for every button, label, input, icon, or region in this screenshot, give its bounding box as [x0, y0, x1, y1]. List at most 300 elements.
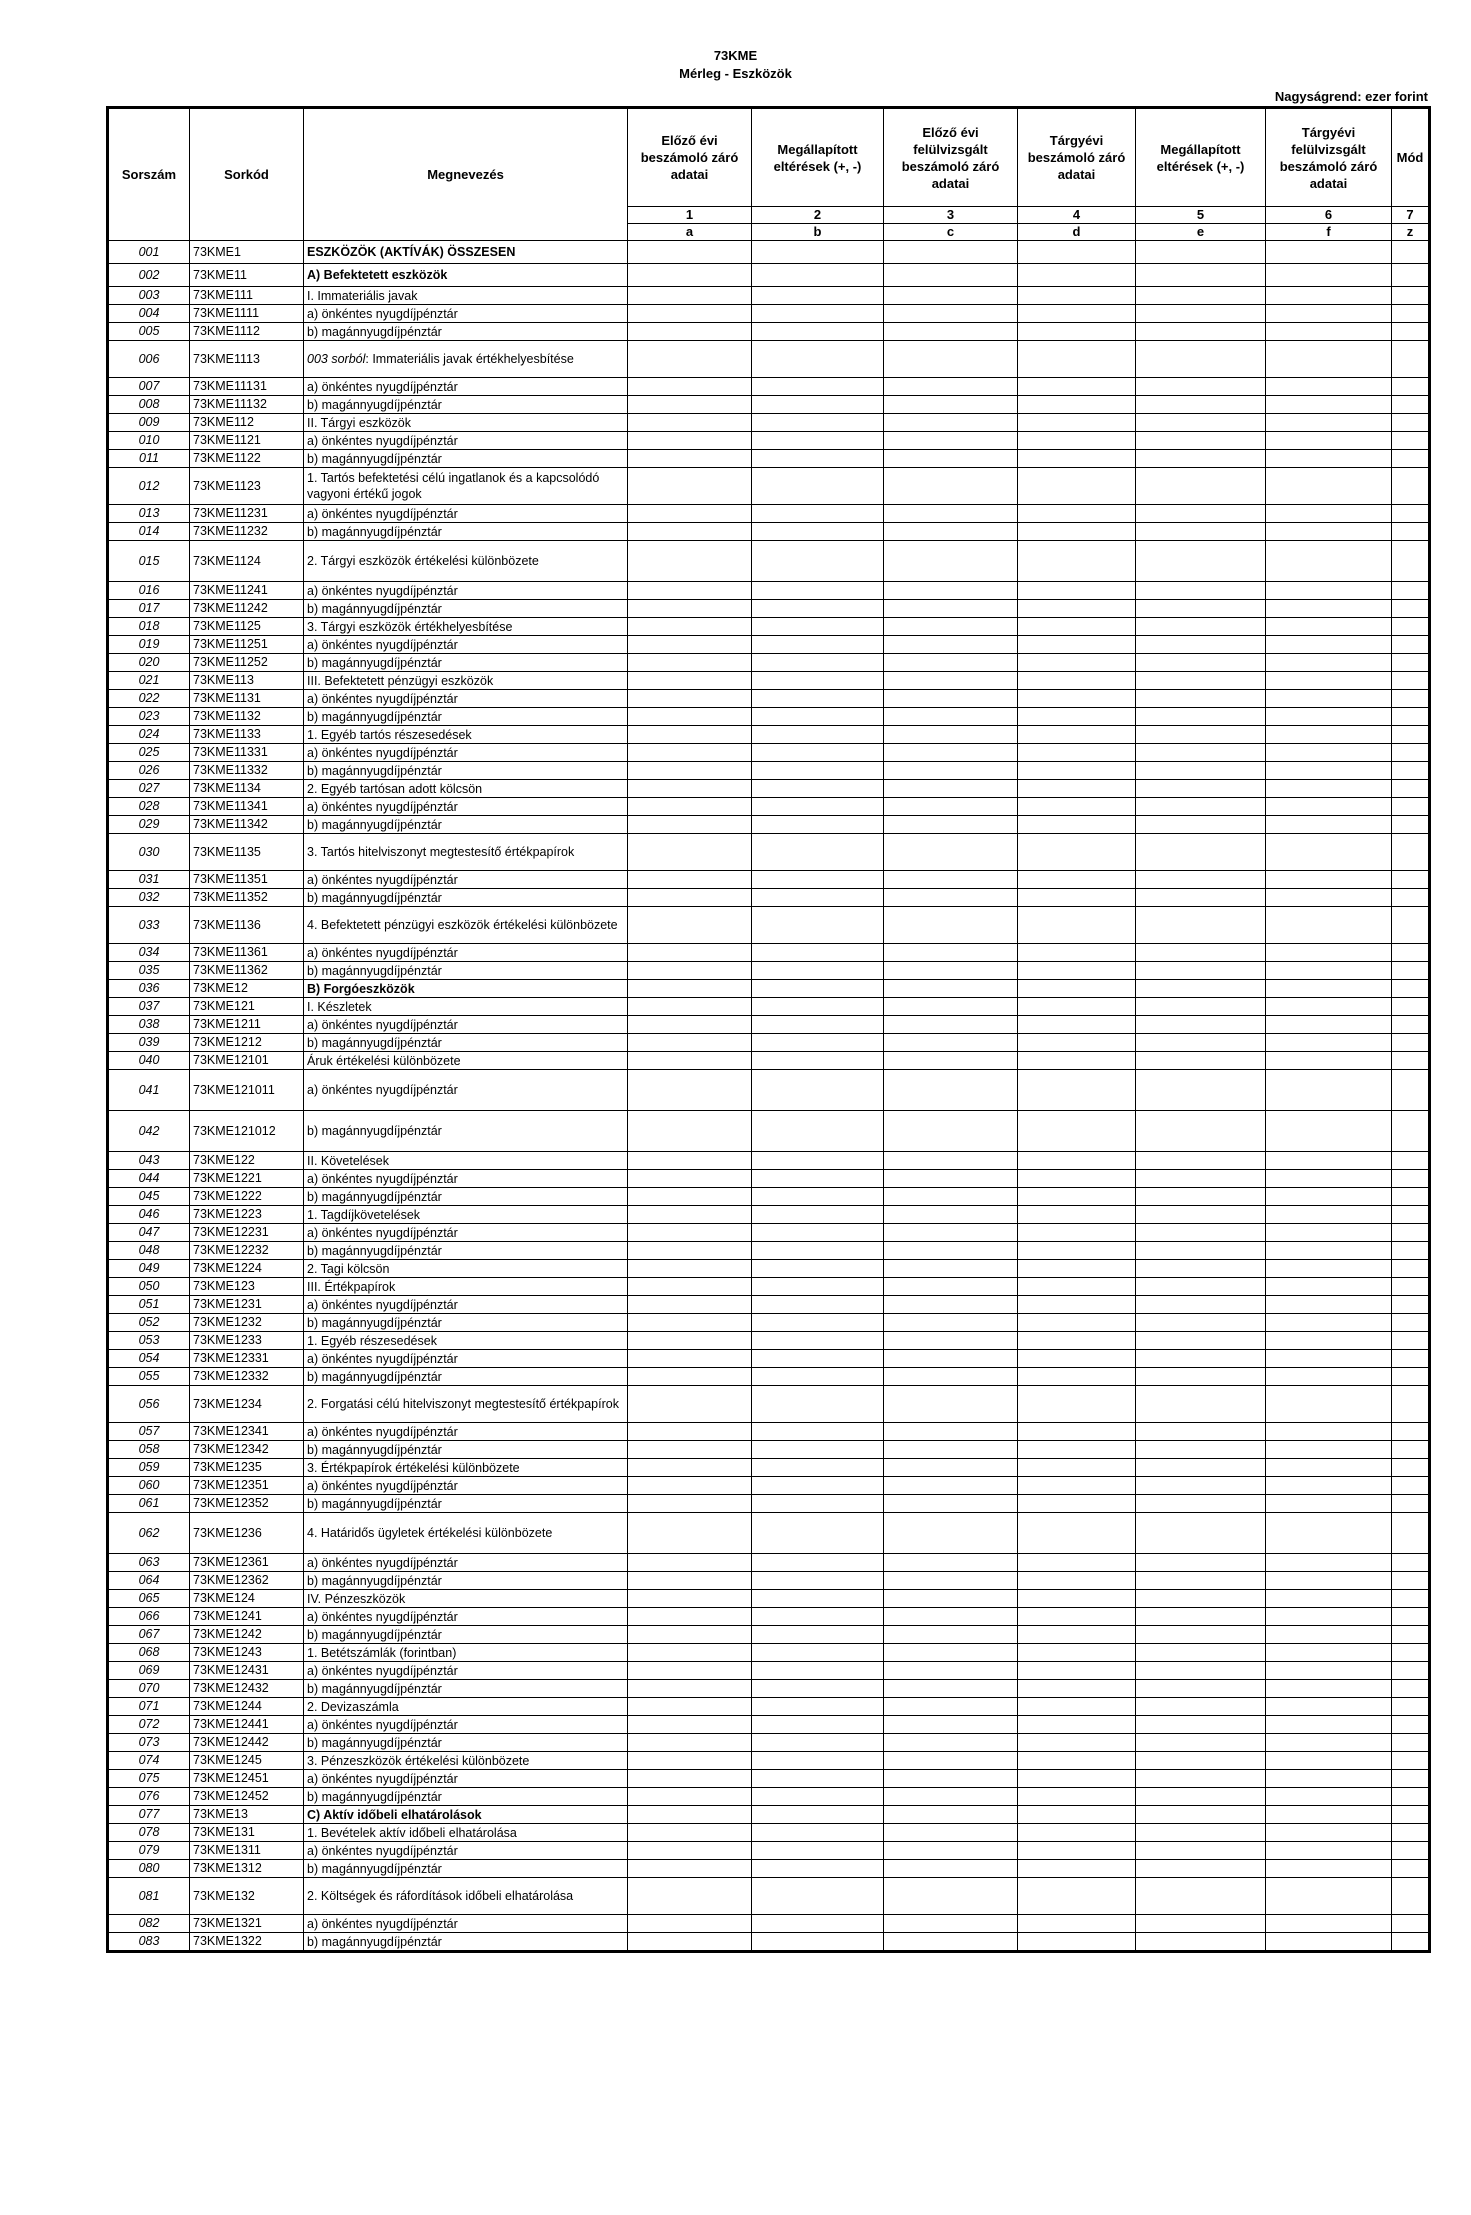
value-cell[interactable] [628, 1860, 752, 1878]
value-cell[interactable] [1392, 1770, 1430, 1788]
value-cell[interactable] [628, 944, 752, 962]
value-cell[interactable] [1392, 1070, 1430, 1111]
value-cell[interactable] [884, 1070, 1018, 1111]
value-cell[interactable] [884, 1716, 1018, 1734]
value-cell[interactable] [1136, 523, 1266, 541]
value-cell[interactable] [1018, 1842, 1136, 1860]
value-cell[interactable] [628, 1206, 752, 1224]
value-cell[interactable] [1018, 1368, 1136, 1386]
value-cell[interactable] [628, 998, 752, 1016]
value-cell[interactable] [1266, 1572, 1392, 1590]
value-cell[interactable] [1392, 998, 1430, 1016]
value-cell[interactable] [1136, 432, 1266, 450]
value-cell[interactable] [1266, 998, 1392, 1016]
value-cell[interactable] [752, 1296, 884, 1314]
value-cell[interactable] [1018, 264, 1136, 287]
value-cell[interactable] [1136, 726, 1266, 744]
value-cell[interactable] [752, 1278, 884, 1296]
value-cell[interactable] [1392, 834, 1430, 871]
value-cell[interactable] [1392, 1034, 1430, 1052]
value-cell[interactable] [884, 1459, 1018, 1477]
value-cell[interactable] [628, 1314, 752, 1332]
value-cell[interactable] [884, 1824, 1018, 1842]
value-cell[interactable] [1018, 834, 1136, 871]
value-cell[interactable] [884, 690, 1018, 708]
value-cell[interactable] [1392, 1554, 1430, 1572]
value-cell[interactable] [628, 341, 752, 378]
value-cell[interactable] [752, 505, 884, 523]
value-cell[interactable] [1392, 636, 1430, 654]
value-cell[interactable] [1266, 1860, 1392, 1878]
value-cell[interactable] [1136, 1152, 1266, 1170]
value-cell[interactable] [628, 1806, 752, 1824]
value-cell[interactable] [1136, 1878, 1266, 1915]
value-cell[interactable] [1266, 762, 1392, 780]
value-cell[interactable] [752, 600, 884, 618]
value-cell[interactable] [884, 1878, 1018, 1915]
value-cell[interactable] [628, 1016, 752, 1034]
value-cell[interactable] [1266, 1206, 1392, 1224]
value-cell[interactable] [1018, 1332, 1136, 1350]
value-cell[interactable] [628, 1698, 752, 1716]
value-cell[interactable] [1018, 636, 1136, 654]
value-cell[interactable] [628, 1188, 752, 1206]
value-cell[interactable] [1266, 1626, 1392, 1644]
value-cell[interactable] [884, 762, 1018, 780]
value-cell[interactable] [1392, 1495, 1430, 1513]
value-cell[interactable] [1392, 907, 1430, 944]
value-cell[interactable] [1136, 287, 1266, 305]
value-cell[interactable] [1018, 962, 1136, 980]
value-cell[interactable] [1266, 1111, 1392, 1152]
value-cell[interactable] [1266, 378, 1392, 396]
value-cell[interactable] [884, 396, 1018, 414]
value-cell[interactable] [1136, 998, 1266, 1016]
value-cell[interactable] [628, 600, 752, 618]
value-cell[interactable] [884, 1915, 1018, 1933]
value-cell[interactable] [884, 1242, 1018, 1260]
value-cell[interactable] [1136, 396, 1266, 414]
value-cell[interactable] [884, 1441, 1018, 1459]
value-cell[interactable] [628, 305, 752, 323]
value-cell[interactable] [1018, 582, 1136, 600]
value-cell[interactable] [884, 323, 1018, 341]
value-cell[interactable] [1018, 1626, 1136, 1644]
value-cell[interactable] [884, 1170, 1018, 1188]
value-cell[interactable] [884, 1423, 1018, 1441]
value-cell[interactable] [1136, 636, 1266, 654]
value-cell[interactable] [884, 1788, 1018, 1806]
value-cell[interactable] [752, 287, 884, 305]
value-cell[interactable] [752, 1224, 884, 1242]
value-cell[interactable] [1136, 1698, 1266, 1716]
value-cell[interactable] [1392, 1513, 1430, 1554]
value-cell[interactable] [1018, 1878, 1136, 1915]
value-cell[interactable] [752, 1052, 884, 1070]
value-cell[interactable] [1136, 1206, 1266, 1224]
value-cell[interactable] [752, 396, 884, 414]
value-cell[interactable] [1018, 1716, 1136, 1734]
value-cell[interactable] [628, 1070, 752, 1111]
value-cell[interactable] [1136, 654, 1266, 672]
value-cell[interactable] [752, 672, 884, 690]
value-cell[interactable] [1266, 1260, 1392, 1278]
value-cell[interactable] [752, 1915, 884, 1933]
value-cell[interactable] [1392, 871, 1430, 889]
value-cell[interactable] [1018, 1242, 1136, 1260]
value-cell[interactable] [752, 1842, 884, 1860]
value-cell[interactable] [752, 618, 884, 636]
value-cell[interactable] [1266, 1824, 1392, 1842]
value-cell[interactable] [628, 1626, 752, 1644]
value-cell[interactable] [1266, 1842, 1392, 1860]
value-cell[interactable] [628, 1052, 752, 1070]
value-cell[interactable] [752, 432, 884, 450]
value-cell[interactable] [1018, 450, 1136, 468]
value-cell[interactable] [1136, 323, 1266, 341]
value-cell[interactable] [628, 834, 752, 871]
value-cell[interactable] [1018, 744, 1136, 762]
value-cell[interactable] [752, 1034, 884, 1052]
value-cell[interactable] [1266, 323, 1392, 341]
value-cell[interactable] [1136, 780, 1266, 798]
value-cell[interactable] [1266, 1788, 1392, 1806]
value-cell[interactable] [628, 726, 752, 744]
value-cell[interactable] [1018, 1680, 1136, 1698]
value-cell[interactable] [1392, 1332, 1430, 1350]
value-cell[interactable] [1266, 907, 1392, 944]
value-cell[interactable] [752, 1332, 884, 1350]
value-cell[interactable] [1392, 780, 1430, 798]
value-cell[interactable] [1018, 523, 1136, 541]
value-cell[interactable] [1136, 1662, 1266, 1680]
value-cell[interactable] [1018, 1590, 1136, 1608]
value-cell[interactable] [1266, 582, 1392, 600]
value-cell[interactable] [884, 541, 1018, 582]
value-cell[interactable] [752, 1933, 884, 1952]
value-cell[interactable] [628, 1034, 752, 1052]
value-cell[interactable] [1392, 432, 1430, 450]
value-cell[interactable] [752, 962, 884, 980]
value-cell[interactable] [1266, 1386, 1392, 1423]
value-cell[interactable] [1392, 1423, 1430, 1441]
value-cell[interactable] [884, 1860, 1018, 1878]
value-cell[interactable] [1266, 1806, 1392, 1824]
value-cell[interactable] [884, 708, 1018, 726]
value-cell[interactable] [1266, 396, 1392, 414]
value-cell[interactable] [752, 834, 884, 871]
value-cell[interactable] [1392, 323, 1430, 341]
value-cell[interactable] [1392, 1152, 1430, 1170]
value-cell[interactable] [1136, 1070, 1266, 1111]
value-cell[interactable] [752, 1572, 884, 1590]
value-cell[interactable] [1018, 1477, 1136, 1495]
value-cell[interactable] [884, 1644, 1018, 1662]
value-cell[interactable] [1392, 816, 1430, 834]
value-cell[interactable] [1018, 341, 1136, 378]
value-cell[interactable] [1018, 600, 1136, 618]
value-cell[interactable] [884, 798, 1018, 816]
value-cell[interactable] [628, 432, 752, 450]
value-cell[interactable] [1266, 287, 1392, 305]
value-cell[interactable] [1136, 582, 1266, 600]
value-cell[interactable] [752, 1608, 884, 1626]
value-cell[interactable] [884, 1332, 1018, 1350]
value-cell[interactable] [628, 1770, 752, 1788]
value-cell[interactable] [884, 1933, 1018, 1952]
value-cell[interactable] [752, 1788, 884, 1806]
value-cell[interactable] [1266, 1441, 1392, 1459]
value-cell[interactable] [1136, 600, 1266, 618]
value-cell[interactable] [1018, 1608, 1136, 1626]
value-cell[interactable] [628, 1662, 752, 1680]
value-cell[interactable] [628, 450, 752, 468]
value-cell[interactable] [1136, 834, 1266, 871]
value-cell[interactable] [1392, 1350, 1430, 1368]
value-cell[interactable] [1018, 889, 1136, 907]
value-cell[interactable] [628, 962, 752, 980]
value-cell[interactable] [1136, 541, 1266, 582]
value-cell[interactable] [1266, 1878, 1392, 1915]
value-cell[interactable] [1018, 1915, 1136, 1933]
value-cell[interactable] [1266, 798, 1392, 816]
value-cell[interactable] [628, 690, 752, 708]
value-cell[interactable] [1018, 1296, 1136, 1314]
value-cell[interactable] [1136, 1477, 1266, 1495]
value-cell[interactable] [1392, 600, 1430, 618]
value-cell[interactable] [1392, 1242, 1430, 1260]
value-cell[interactable] [1392, 618, 1430, 636]
value-cell[interactable] [1136, 889, 1266, 907]
value-cell[interactable] [1266, 780, 1392, 798]
value-cell[interactable] [1018, 1152, 1136, 1170]
value-cell[interactable] [1018, 1170, 1136, 1188]
value-cell[interactable] [1392, 523, 1430, 541]
value-cell[interactable] [1266, 1368, 1392, 1386]
value-cell[interactable] [752, 907, 884, 944]
value-cell[interactable] [628, 1878, 752, 1915]
value-cell[interactable] [1018, 414, 1136, 432]
value-cell[interactable] [1136, 341, 1266, 378]
value-cell[interactable] [1136, 1423, 1266, 1441]
value-cell[interactable] [752, 1590, 884, 1608]
value-cell[interactable] [1136, 1644, 1266, 1662]
value-cell[interactable] [752, 1314, 884, 1332]
value-cell[interactable] [752, 889, 884, 907]
value-cell[interactable] [1018, 1513, 1136, 1554]
value-cell[interactable] [1392, 798, 1430, 816]
value-cell[interactable] [1136, 1680, 1266, 1698]
value-cell[interactable] [628, 636, 752, 654]
value-cell[interactable] [1392, 378, 1430, 396]
value-cell[interactable] [1136, 1933, 1266, 1952]
value-cell[interactable] [1136, 1590, 1266, 1608]
value-cell[interactable] [628, 1590, 752, 1608]
value-cell[interactable] [1136, 1806, 1266, 1824]
value-cell[interactable] [884, 907, 1018, 944]
value-cell[interactable] [1266, 1188, 1392, 1206]
value-cell[interactable] [1392, 1698, 1430, 1716]
value-cell[interactable] [628, 1608, 752, 1626]
value-cell[interactable] [1266, 1034, 1392, 1052]
value-cell[interactable] [1018, 1188, 1136, 1206]
value-cell[interactable] [752, 744, 884, 762]
value-cell[interactable] [1266, 432, 1392, 450]
value-cell[interactable] [1392, 1860, 1430, 1878]
value-cell[interactable] [1266, 980, 1392, 998]
value-cell[interactable] [628, 1152, 752, 1170]
value-cell[interactable] [884, 816, 1018, 834]
value-cell[interactable] [752, 1662, 884, 1680]
value-cell[interactable] [1136, 264, 1266, 287]
value-cell[interactable] [628, 287, 752, 305]
value-cell[interactable] [1136, 1170, 1266, 1188]
value-cell[interactable] [1392, 744, 1430, 762]
value-cell[interactable] [1136, 1824, 1266, 1842]
value-cell[interactable] [1018, 618, 1136, 636]
value-cell[interactable] [1136, 944, 1266, 962]
value-cell[interactable] [1018, 1860, 1136, 1878]
value-cell[interactable] [1018, 762, 1136, 780]
value-cell[interactable] [752, 1242, 884, 1260]
value-cell[interactable] [628, 1296, 752, 1314]
value-cell[interactable] [752, 636, 884, 654]
value-cell[interactable] [1266, 834, 1392, 871]
value-cell[interactable] [752, 1495, 884, 1513]
value-cell[interactable] [1392, 450, 1430, 468]
value-cell[interactable] [1392, 654, 1430, 672]
value-cell[interactable] [1018, 1824, 1136, 1842]
value-cell[interactable] [1392, 1752, 1430, 1770]
value-cell[interactable] [752, 1386, 884, 1423]
value-cell[interactable] [1266, 1296, 1392, 1314]
value-cell[interactable] [884, 1278, 1018, 1296]
value-cell[interactable] [1266, 1933, 1392, 1952]
value-cell[interactable] [1136, 1459, 1266, 1477]
value-cell[interactable] [752, 1170, 884, 1188]
value-cell[interactable] [1266, 672, 1392, 690]
value-cell[interactable] [752, 798, 884, 816]
value-cell[interactable] [1266, 523, 1392, 541]
value-cell[interactable] [1392, 1716, 1430, 1734]
value-cell[interactable] [1018, 708, 1136, 726]
value-cell[interactable] [1136, 1716, 1266, 1734]
value-cell[interactable] [1136, 1052, 1266, 1070]
value-cell[interactable] [752, 816, 884, 834]
value-cell[interactable] [628, 1111, 752, 1152]
value-cell[interactable] [628, 396, 752, 414]
value-cell[interactable] [752, 762, 884, 780]
value-cell[interactable] [1018, 1698, 1136, 1716]
value-cell[interactable] [1266, 1350, 1392, 1368]
value-cell[interactable] [752, 1260, 884, 1278]
value-cell[interactable] [1392, 762, 1430, 780]
value-cell[interactable] [1392, 1170, 1430, 1188]
value-cell[interactable] [1018, 1644, 1136, 1662]
value-cell[interactable] [628, 1824, 752, 1842]
value-cell[interactable] [752, 944, 884, 962]
value-cell[interactable] [1266, 1016, 1392, 1034]
value-cell[interactable] [752, 241, 884, 264]
value-cell[interactable] [1266, 1770, 1392, 1788]
value-cell[interactable] [884, 1188, 1018, 1206]
value-cell[interactable] [1392, 1842, 1430, 1860]
value-cell[interactable] [1018, 1554, 1136, 1572]
value-cell[interactable] [628, 541, 752, 582]
value-cell[interactable] [884, 1052, 1018, 1070]
value-cell[interactable] [1136, 1034, 1266, 1052]
value-cell[interactable] [1018, 305, 1136, 323]
value-cell[interactable] [884, 1806, 1018, 1824]
value-cell[interactable] [628, 241, 752, 264]
value-cell[interactable] [1266, 944, 1392, 962]
value-cell[interactable] [884, 871, 1018, 889]
value-cell[interactable] [752, 1513, 884, 1554]
value-cell[interactable] [628, 505, 752, 523]
value-cell[interactable] [752, 1644, 884, 1662]
value-cell[interactable] [1266, 1332, 1392, 1350]
value-cell[interactable] [1018, 798, 1136, 816]
value-cell[interactable] [1266, 726, 1392, 744]
value-cell[interactable] [884, 672, 1018, 690]
value-cell[interactable] [628, 871, 752, 889]
value-cell[interactable] [1266, 690, 1392, 708]
value-cell[interactable] [1018, 1752, 1136, 1770]
value-cell[interactable] [1392, 708, 1430, 726]
value-cell[interactable] [628, 980, 752, 998]
value-cell[interactable] [628, 1554, 752, 1572]
value-cell[interactable] [1392, 264, 1430, 287]
value-cell[interactable] [884, 1111, 1018, 1152]
value-cell[interactable] [1392, 1386, 1430, 1423]
value-cell[interactable] [1018, 323, 1136, 341]
value-cell[interactable] [1136, 871, 1266, 889]
value-cell[interactable] [1136, 980, 1266, 998]
value-cell[interactable] [628, 1933, 752, 1952]
value-cell[interactable] [628, 1915, 752, 1933]
value-cell[interactable] [752, 414, 884, 432]
value-cell[interactable] [1266, 505, 1392, 523]
value-cell[interactable] [1136, 1788, 1266, 1806]
value-cell[interactable] [1136, 1260, 1266, 1278]
value-cell[interactable] [1136, 378, 1266, 396]
value-cell[interactable] [1136, 744, 1266, 762]
value-cell[interactable] [884, 523, 1018, 541]
value-cell[interactable] [884, 1296, 1018, 1314]
value-cell[interactable] [1392, 1111, 1430, 1152]
value-cell[interactable] [1018, 1495, 1136, 1513]
value-cell[interactable] [884, 744, 1018, 762]
value-cell[interactable] [1018, 1278, 1136, 1296]
value-cell[interactable] [1136, 1111, 1266, 1152]
value-cell[interactable] [1018, 672, 1136, 690]
value-cell[interactable] [1266, 962, 1392, 980]
value-cell[interactable] [1266, 816, 1392, 834]
value-cell[interactable] [1136, 1368, 1266, 1386]
value-cell[interactable] [752, 1680, 884, 1698]
value-cell[interactable] [1136, 1842, 1266, 1860]
value-cell[interactable] [628, 1368, 752, 1386]
value-cell[interactable] [1266, 1662, 1392, 1680]
value-cell[interactable] [1136, 1016, 1266, 1034]
value-cell[interactable] [628, 816, 752, 834]
value-cell[interactable] [1136, 762, 1266, 780]
value-cell[interactable] [628, 618, 752, 636]
value-cell[interactable] [752, 1368, 884, 1386]
value-cell[interactable] [1392, 541, 1430, 582]
value-cell[interactable] [884, 341, 1018, 378]
value-cell[interactable] [1136, 962, 1266, 980]
